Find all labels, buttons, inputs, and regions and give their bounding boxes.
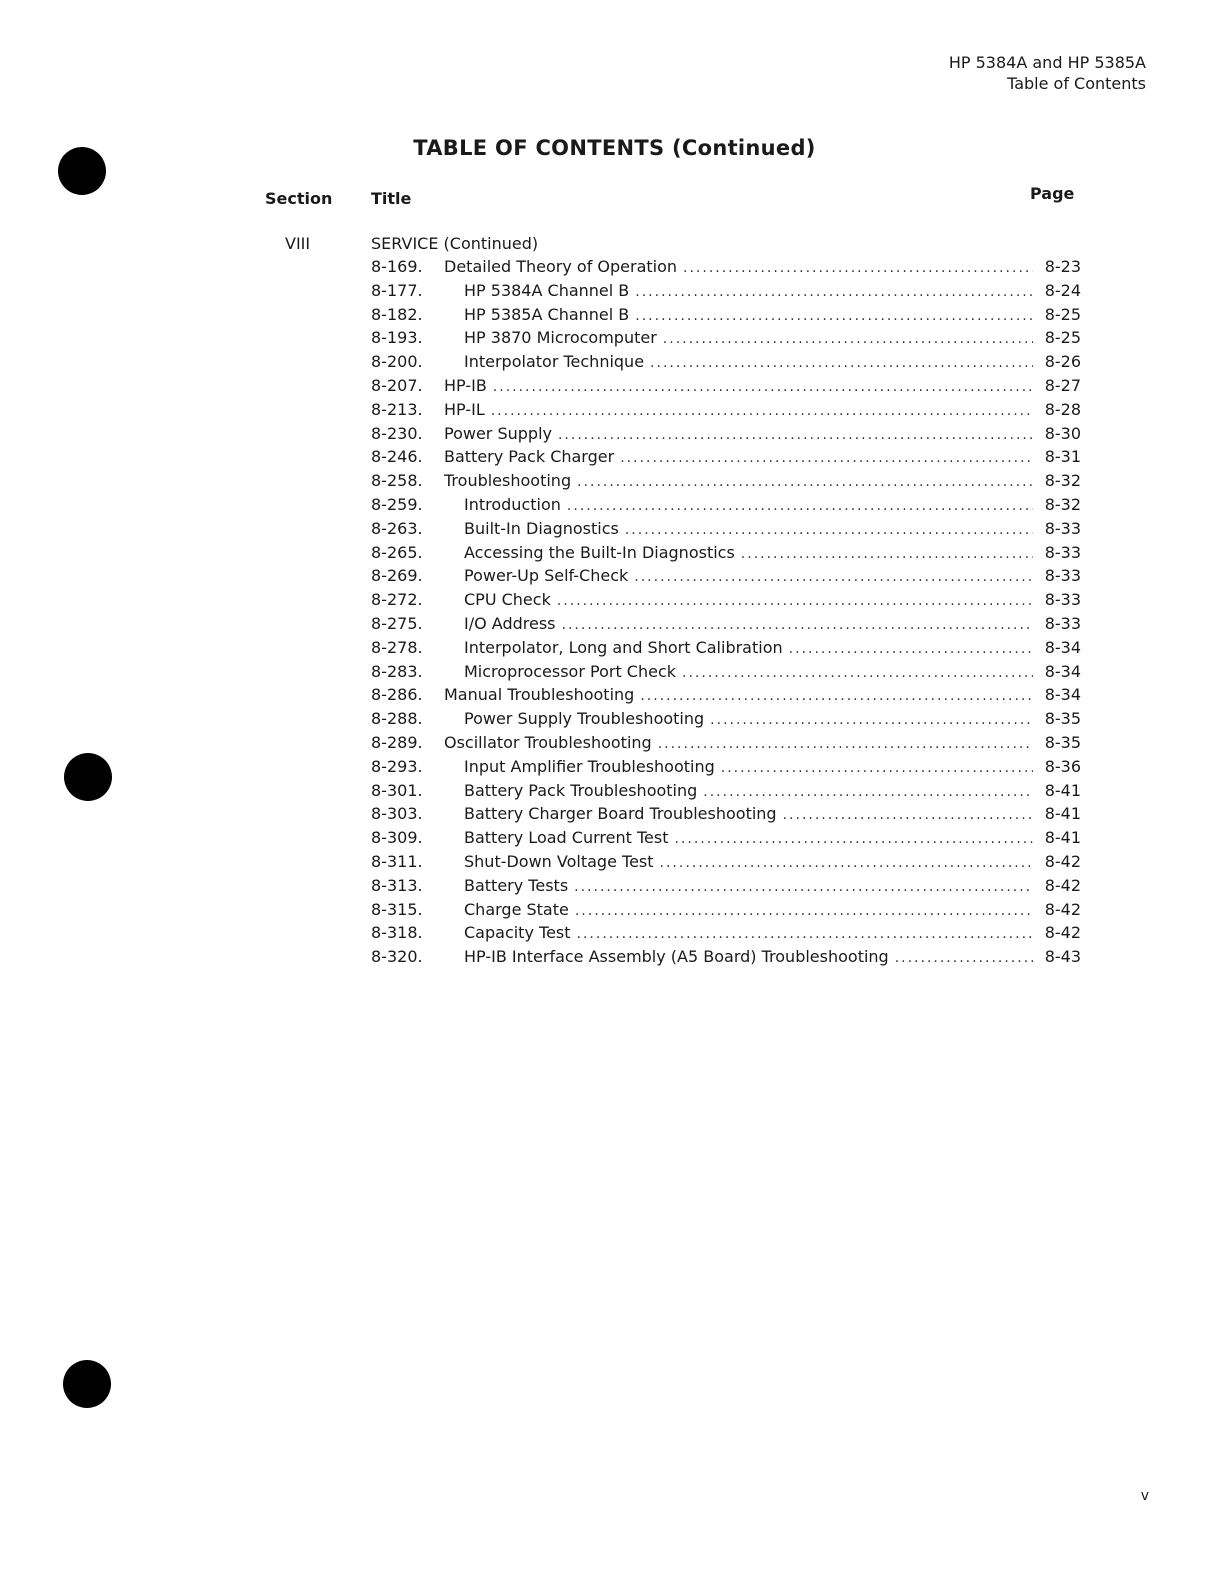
toc-entry xyxy=(371,757,1081,781)
dot-leader xyxy=(683,260,1033,276)
toc-entry xyxy=(371,733,1081,757)
toc-entry-number: 8-193. xyxy=(371,328,423,348)
toc-entry-number: 8-213. xyxy=(371,399,423,419)
toc-entry-number: 8-169. xyxy=(371,257,423,276)
toc-entry-number: 8-182. xyxy=(371,304,423,324)
dot-leader xyxy=(783,807,1033,823)
toc-entry xyxy=(371,876,1081,900)
toc-entry-title: Built-In Diagnostics xyxy=(464,518,619,538)
toc-entry-number: 8-272. xyxy=(371,590,423,610)
toc-entry-number: 8-303. xyxy=(371,804,423,824)
toc-entry xyxy=(371,638,1081,662)
toc-entry-page: 8-42 xyxy=(1044,899,1081,919)
toc-entry-number: 8-200. xyxy=(371,352,423,372)
column-header-page: Page xyxy=(1030,184,1075,203)
dot-leader xyxy=(558,427,1033,443)
toc-entry-title: Introduction xyxy=(464,494,561,514)
toc-entry-title: Detailed Theory of Operation xyxy=(444,257,678,276)
toc-entry-page: 8-33 xyxy=(1044,566,1081,586)
dot-leader xyxy=(567,498,1033,514)
toc-entry-title: HP 5385A Channel B xyxy=(464,304,630,324)
dot-leader xyxy=(577,474,1033,490)
toc-entry-number: 8-177. xyxy=(371,280,423,300)
toc-entry xyxy=(371,923,1081,947)
toc-entry-title: Power Supply Troubleshooting xyxy=(464,709,705,729)
dot-leader xyxy=(640,688,1033,704)
toc-entry-title: Battery Pack Troubleshooting xyxy=(464,780,698,800)
dot-leader xyxy=(703,784,1033,800)
toc-entry-page: 8-28 xyxy=(1044,399,1081,419)
toc-entry-title: Manual Troubleshooting xyxy=(444,685,635,705)
toc-entry xyxy=(371,590,1081,614)
toc-entry-title: HP 5384A Channel B xyxy=(464,280,630,300)
toc-entry-title: Accessing the Built-In Diagnostics xyxy=(464,542,735,562)
toc-entry-page: 8-35 xyxy=(1044,709,1081,729)
header-section-line: Table of Contents xyxy=(1007,74,1146,93)
toc-entry-page: 8-34 xyxy=(1044,661,1081,681)
toc-entry xyxy=(371,495,1081,519)
toc-entry-page: 8-41 xyxy=(1044,804,1081,824)
toc-entry-title: Capacity Test xyxy=(464,923,571,943)
running-header xyxy=(949,52,1146,94)
dot-leader xyxy=(741,546,1033,562)
toc-entry-title: Oscillator Troubleshooting xyxy=(444,732,652,752)
toc-entry-page: 8-31 xyxy=(1044,447,1081,467)
toc-entry xyxy=(371,804,1081,828)
dot-leader xyxy=(620,450,1033,466)
toc-entry-page: 8-32 xyxy=(1044,494,1081,514)
toc-entry-title: HP-IB xyxy=(444,375,487,395)
toc-entry-page: 8-33 xyxy=(1044,613,1081,633)
toc-entry-page: 8-42 xyxy=(1044,875,1081,895)
toc-entry-title: Battery Charger Board Troubleshooting xyxy=(464,804,777,824)
toc-entry-title: CPU Check xyxy=(464,590,551,610)
toc-entry-page: 8-33 xyxy=(1044,518,1081,538)
toc-entry-page: 8-42 xyxy=(1044,851,1081,871)
toc-entry-title: Shut-Down Voltage Test xyxy=(464,851,654,871)
toc-entry xyxy=(371,947,1081,971)
toc-entry-number: 8-293. xyxy=(371,756,423,776)
section-name: SERVICE (Continued) xyxy=(371,234,539,253)
dot-leader xyxy=(658,736,1033,752)
toc-entry-page: 8-34 xyxy=(1044,685,1081,705)
dot-leader xyxy=(635,284,1033,300)
toc-entry-page: 8-42 xyxy=(1044,923,1081,943)
toc-entry xyxy=(371,352,1081,376)
dot-leader xyxy=(789,641,1033,657)
toc-entry xyxy=(371,447,1081,471)
dot-leader xyxy=(634,569,1033,585)
toc-entries xyxy=(371,257,1081,971)
toc-entry-page: 8-25 xyxy=(1044,304,1081,324)
dot-leader xyxy=(557,593,1033,609)
dot-leader xyxy=(575,903,1033,919)
toc-entry xyxy=(371,900,1081,924)
toc-entry-number: 8-263. xyxy=(371,518,423,538)
toc-entry-title: I/O Address xyxy=(464,613,556,633)
toc-entry-page: 8-34 xyxy=(1044,637,1081,657)
toc-entry xyxy=(371,566,1081,590)
toc-entry xyxy=(371,281,1081,305)
dot-leader xyxy=(574,879,1033,895)
toc-entry xyxy=(371,614,1081,638)
toc-entry-page: 8-23 xyxy=(1044,257,1081,276)
toc-entry-page: 8-41 xyxy=(1044,780,1081,800)
dot-leader xyxy=(650,355,1033,371)
dot-leader xyxy=(635,308,1033,324)
toc-entry-number: 8-258. xyxy=(371,471,423,491)
toc-entry-page: 8-25 xyxy=(1044,328,1081,348)
toc-entry xyxy=(371,781,1081,805)
toc-entry-title: Battery Pack Charger xyxy=(444,447,615,467)
toc-entry-page: 8-32 xyxy=(1044,471,1081,491)
toc-entry-number: 8-301. xyxy=(371,780,423,800)
toc-entry-number: 8-288. xyxy=(371,709,423,729)
page-number: v xyxy=(1140,1488,1149,1504)
section-number: VIII xyxy=(285,234,311,253)
binder-hole-middle xyxy=(64,753,112,801)
toc-entry-title: HP-IB Interface Assembly (A5 Board) Troubleshooting xyxy=(464,947,889,967)
dot-leader xyxy=(493,379,1033,395)
toc-entry-page: 8-41 xyxy=(1044,828,1081,848)
toc-entry-number: 8-275. xyxy=(371,613,423,633)
toc-entry xyxy=(371,519,1081,543)
column-header-title: Title xyxy=(371,189,412,208)
toc-entry xyxy=(371,543,1081,567)
toc-entry-title: Charge State xyxy=(464,899,569,919)
toc-entry-number: 8-278. xyxy=(371,637,423,657)
toc-entry-title: Battery Load Current Test xyxy=(464,828,669,848)
binder-hole-bottom xyxy=(63,1360,111,1408)
dot-leader xyxy=(721,760,1033,776)
toc-entry-page: 8-30 xyxy=(1044,423,1081,443)
toc-entry-title: Microprocessor Port Check xyxy=(464,661,677,681)
toc-entry-page: 8-26 xyxy=(1044,352,1081,372)
toc-entry xyxy=(371,376,1081,400)
dot-leader xyxy=(660,855,1033,871)
toc-entry-title: Battery Tests xyxy=(464,875,569,895)
dot-leader xyxy=(562,617,1033,633)
toc-entry-title: Interpolator Technique xyxy=(464,352,645,372)
toc-entry-page: 8-36 xyxy=(1044,756,1081,776)
toc-entry-number: 8-318. xyxy=(371,923,423,943)
dot-leader xyxy=(577,926,1033,942)
toc-entry-page: 8-24 xyxy=(1044,280,1081,300)
toc-entry-page: 8-33 xyxy=(1044,542,1081,562)
toc-entry xyxy=(371,328,1081,352)
toc-entry-page: 8-35 xyxy=(1044,732,1081,752)
toc-entry-number: 8-259. xyxy=(371,494,423,514)
dot-leader xyxy=(625,522,1033,538)
toc-entry-number: 8-283. xyxy=(371,661,423,681)
toc-entry xyxy=(371,662,1081,686)
dot-leader xyxy=(491,403,1033,419)
header-model-line: HP 5384A and HP 5385A xyxy=(948,53,1146,72)
toc-entry-page: 8-27 xyxy=(1044,375,1081,395)
toc-entry-number: 8-230. xyxy=(371,423,423,443)
toc-entry-page: 8-43 xyxy=(1044,947,1081,967)
page-title: TABLE OF CONTENTS (Continued) xyxy=(413,136,816,160)
toc-entry xyxy=(371,400,1081,424)
toc-entry-number: 8-313. xyxy=(371,875,423,895)
toc-entry-number: 8-207. xyxy=(371,375,423,395)
toc-entry xyxy=(371,709,1081,733)
toc-entry-title: HP 3870 Microcomputer xyxy=(464,328,657,348)
dot-leader xyxy=(663,331,1033,347)
toc-entry-title: Power-Up Self-Check xyxy=(464,566,629,586)
toc-entry-number: 8-320. xyxy=(371,947,423,967)
toc-entry-number: 8-309. xyxy=(371,828,423,848)
dot-leader xyxy=(710,712,1033,728)
toc-entry xyxy=(371,424,1081,448)
toc-entry-title: Interpolator, Long and Short Calibration xyxy=(464,637,783,657)
toc-entry xyxy=(371,828,1081,852)
toc-entry-number: 8-289. xyxy=(371,732,423,752)
toc-entry-title: Power Supply xyxy=(444,423,552,443)
toc-entry xyxy=(371,685,1081,709)
toc-entry-number: 8-286. xyxy=(371,685,423,705)
toc-entry-title: Input Amplifier Troubleshooting xyxy=(464,756,715,776)
toc-entry-number: 8-265. xyxy=(371,542,423,562)
toc-entry-number: 8-246. xyxy=(371,447,423,467)
toc-entry xyxy=(371,305,1081,329)
toc-entry-title: Troubleshooting xyxy=(444,471,572,491)
toc-entry-page: 8-33 xyxy=(1044,590,1081,610)
toc-entry-number: 8-315. xyxy=(371,899,423,919)
toc-entry xyxy=(371,257,1081,281)
column-header-section: Section xyxy=(265,189,333,208)
toc-entry xyxy=(371,471,1081,495)
dot-leader xyxy=(682,665,1033,681)
toc-entry-number: 8-311. xyxy=(371,851,423,871)
dot-leader xyxy=(674,831,1033,847)
toc-entry-number: 8-269. xyxy=(371,566,423,586)
dot-leader xyxy=(895,950,1033,966)
toc-entry-title: HP-IL xyxy=(444,399,485,419)
toc-entry xyxy=(371,852,1081,876)
